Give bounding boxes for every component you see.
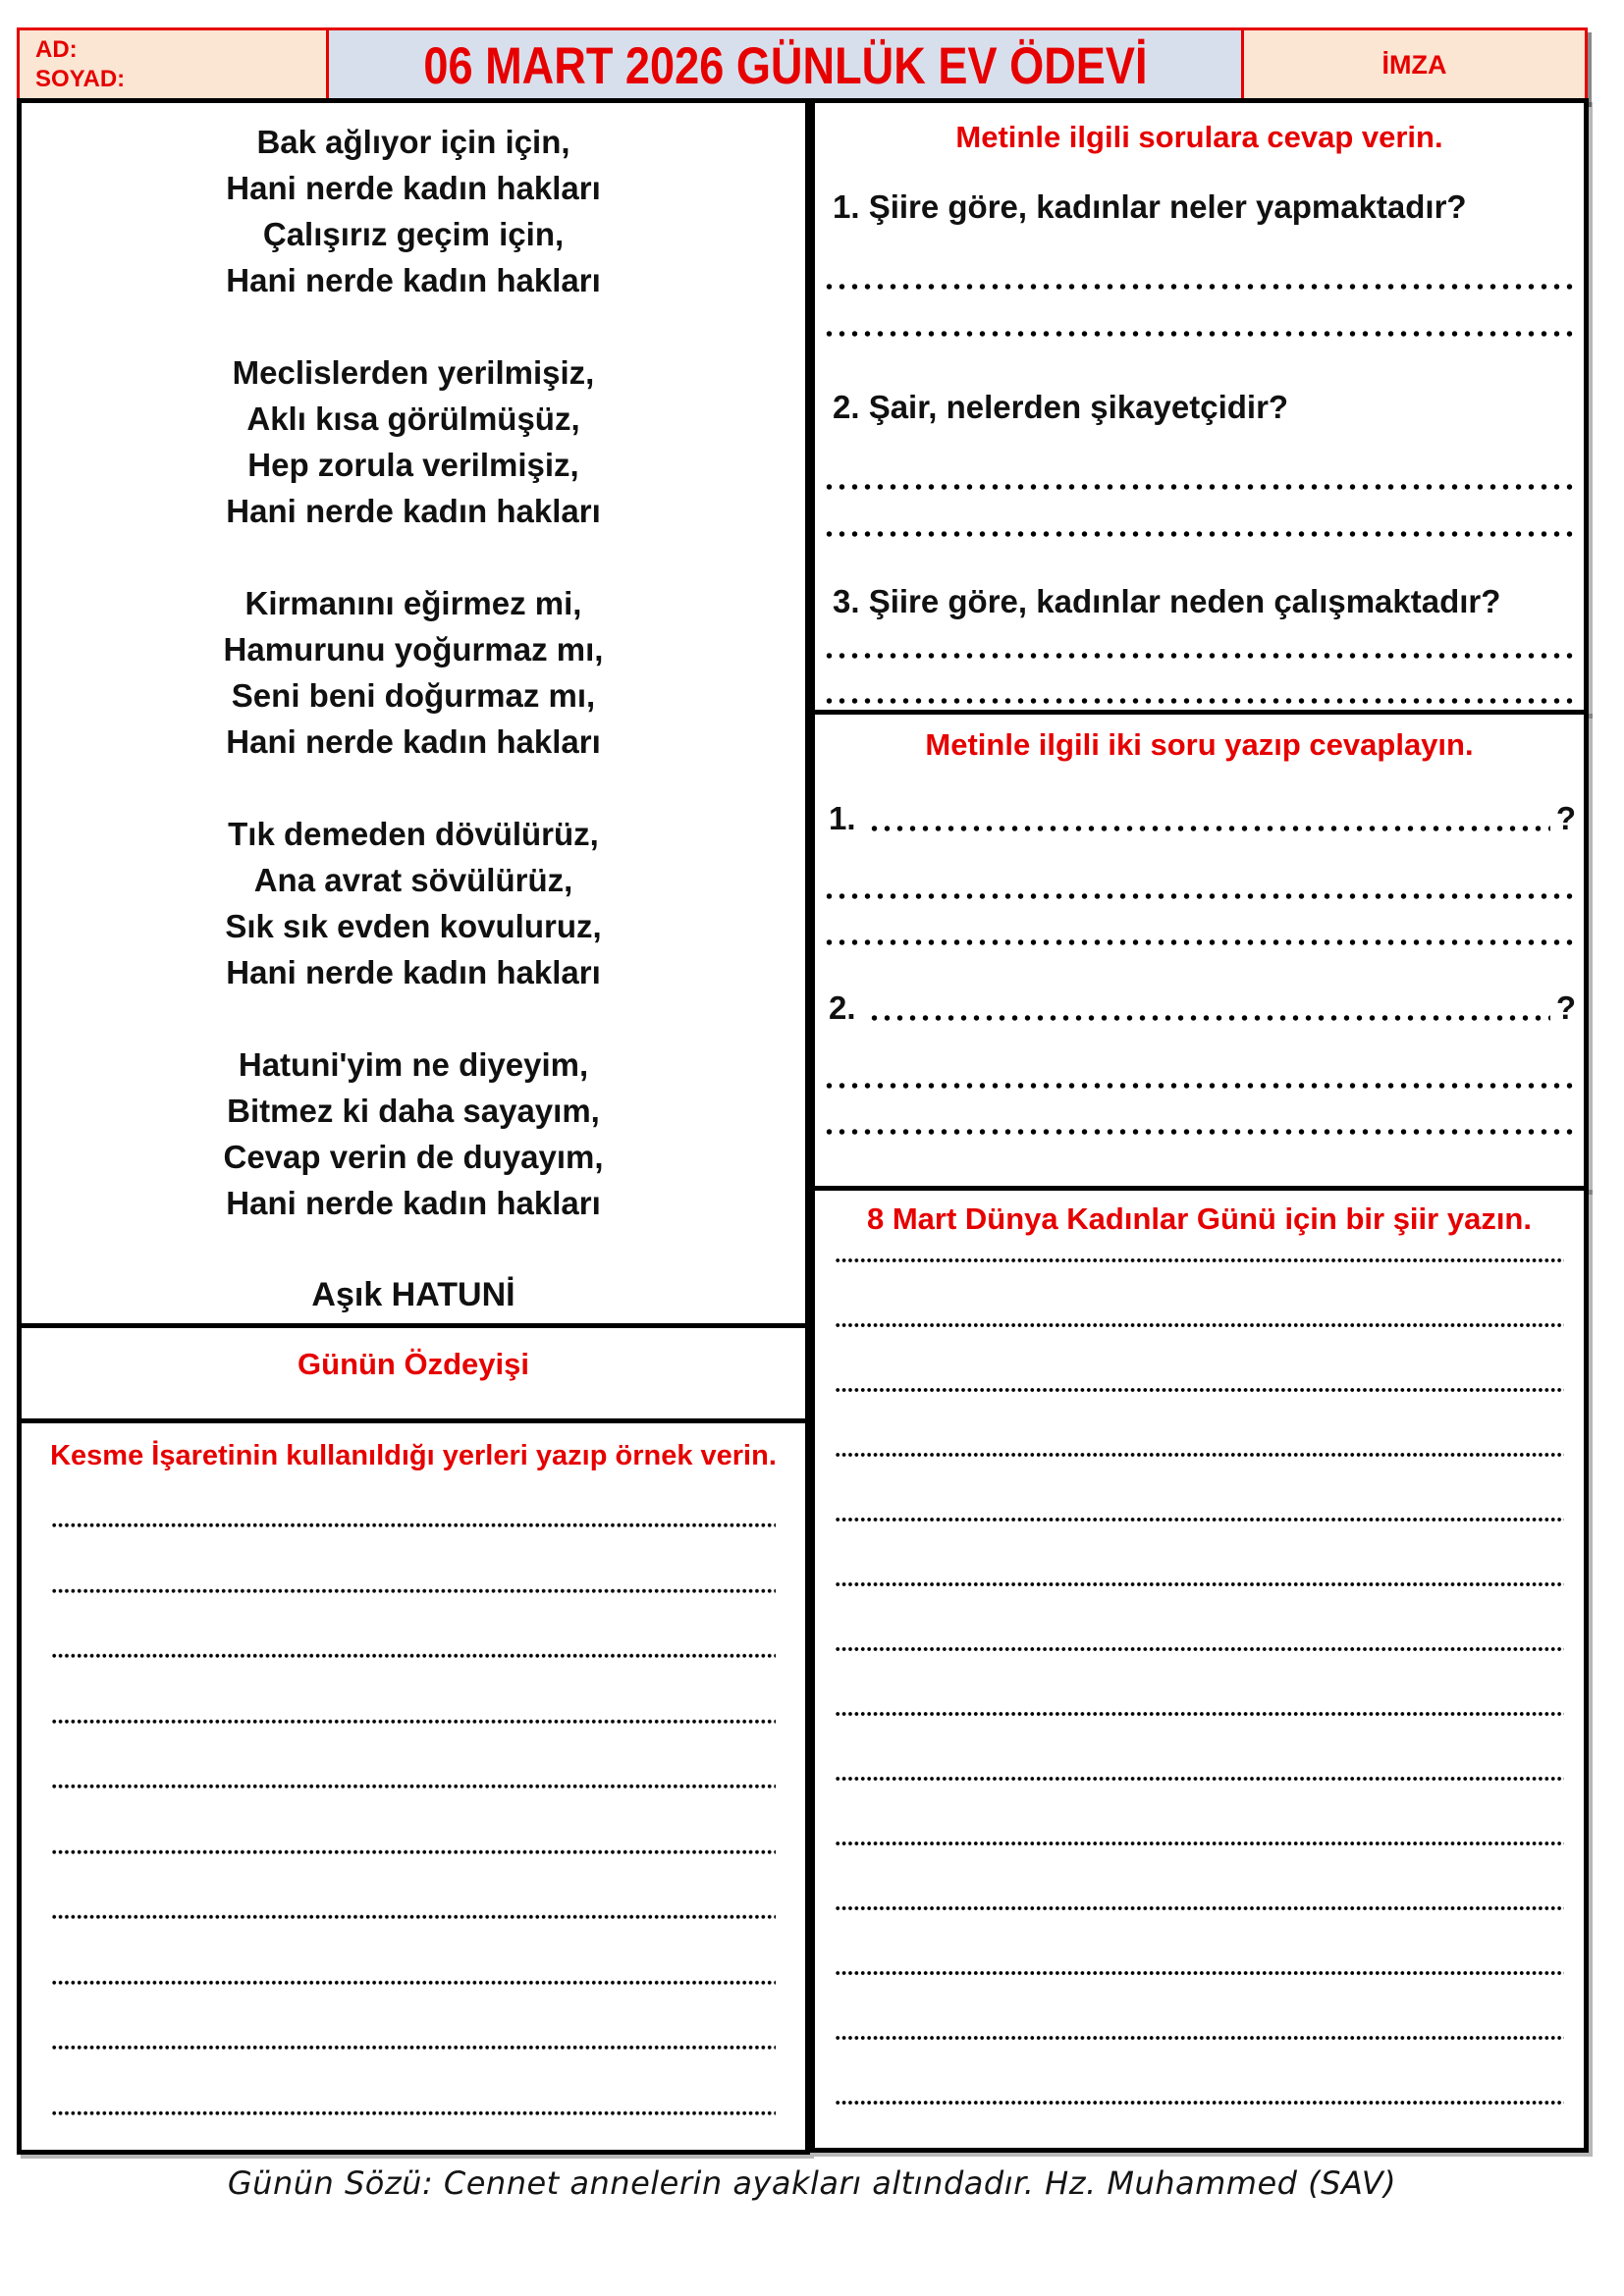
poem-line: Cevap verin de duyayım, (223, 1139, 604, 1175)
answer-line[interactable] (51, 1522, 776, 1528)
answer-line[interactable] (823, 1083, 1576, 1089)
answer-line[interactable] (835, 1970, 1564, 1976)
answer-line[interactable] (835, 1646, 1564, 1652)
question-write-line[interactable] (868, 1015, 1550, 1021)
poem-stanza (31, 580, 795, 765)
question-2: 2. Şair, nelerden şikayetçidir? (833, 389, 1289, 425)
answer-line[interactable] (835, 1322, 1564, 1328)
answer-line[interactable] (823, 531, 1576, 537)
answer-line[interactable] (835, 1257, 1564, 1263)
quote-of-day-box[interactable] (17, 1323, 810, 1423)
poem-stanza (31, 349, 795, 534)
answer-line[interactable] (823, 698, 1576, 704)
header-band (17, 27, 1588, 102)
signature-label: İMZA (1381, 49, 1447, 80)
poem-stanza (31, 811, 795, 995)
answer-line[interactable] (823, 893, 1576, 899)
poem-line: Sık sık evden kovuluruz, (225, 908, 602, 944)
right-column (810, 98, 1589, 2153)
question-2-answer-lines (823, 484, 1576, 537)
poem-line: Aklı kısa görülmüşüz, (246, 400, 580, 437)
answer-line[interactable] (835, 1581, 1564, 1587)
apostrophe-title: Kesme İşaretinin kullanıldığı yerleri yazıp örnek verin. (50, 1440, 777, 1471)
answer-line[interactable] (51, 1980, 776, 1986)
write-question-1-answer-lines (823, 893, 1576, 945)
question-3-answer-lines (823, 653, 1576, 704)
poem-text (31, 119, 795, 1226)
question-3: 3. Şiire göre, kadınlar neden çalışmaktadır? (833, 583, 1501, 619)
item-number: 2. (829, 989, 856, 1026)
answer-line[interactable] (51, 2045, 776, 2051)
poem-line: Hani nerde kadın hakları (226, 262, 601, 298)
question-1: 1. Şiire göre, kadınlar neler yapmaktadır? (833, 188, 1467, 225)
write-question-row-2[interactable] (823, 987, 1576, 1030)
poem-line: Kirmanını eğirmez mi, (244, 585, 582, 621)
poem-line: Seni beni doğurmaz mı, (231, 677, 596, 714)
signature-box[interactable] (1241, 27, 1588, 102)
answer-line[interactable] (51, 1719, 776, 1725)
answer-line[interactable] (823, 653, 1576, 659)
poem-line: Çalışırız geçim için, (262, 216, 565, 252)
apostrophe-lines (35, 1522, 791, 2115)
footer-quote: Günün Sözü: Cennet annelerin ayakları altındadır. Hz. Muhammed (SAV) (227, 2164, 1397, 2202)
answer-line[interactable] (51, 1914, 776, 1920)
write-questions-title: Metinle ilgili iki soru yazıp cevaplayın. (925, 727, 1474, 762)
poem-stanza (31, 1041, 795, 1226)
quote-of-day-writing-area[interactable] (31, 1383, 795, 1422)
poem-line: Hatuni'yim ne diyeyim, (238, 1046, 589, 1083)
answer-line[interactable] (51, 1653, 776, 1659)
question-1-answer-lines (823, 284, 1576, 337)
answer-line[interactable] (835, 1452, 1564, 1458)
item-number: 1. (829, 800, 856, 836)
answer-line[interactable] (835, 1387, 1564, 1393)
poem-line: Hep zorula verilmişiz, (247, 447, 579, 483)
answer-line[interactable] (823, 1129, 1576, 1135)
comprehension-box (810, 98, 1589, 715)
answer-line[interactable] (835, 1517, 1564, 1522)
answer-line[interactable] (51, 1784, 776, 1789)
poem-writing-title: 8 Mart Dünya Kadınlar Günü için bir şiir yazın. (867, 1201, 1532, 1236)
answer-line[interactable] (835, 2035, 1564, 2041)
quote-of-day-title: Günün Özdeyişi (298, 1347, 529, 1381)
worksheet-title (326, 27, 1244, 102)
comprehension-title: Metinle ilgili sorulara cevap verin. (955, 120, 1443, 154)
surname-label: SOYAD: (35, 66, 126, 92)
name-surname-box[interactable] (17, 27, 329, 102)
poem-writing-box (810, 1186, 1589, 2153)
poem-line: Hani nerde kadın hakları (226, 493, 601, 529)
answer-line[interactable] (835, 1905, 1564, 1911)
answer-line[interactable] (51, 2110, 776, 2116)
answer-line[interactable] (823, 939, 1576, 945)
poem-line: Hani nerde kadın hakları (226, 170, 601, 206)
apostrophe-box (17, 1418, 810, 2155)
poem-line: Meclislerden yerilmişiz, (232, 354, 595, 391)
answer-line[interactable] (835, 2100, 1564, 2106)
poem-line: Tık demeden dövülürüz, (228, 816, 599, 852)
answer-line[interactable] (835, 1776, 1564, 1782)
write-question-2-answer-lines (823, 1083, 1576, 1135)
answer-line[interactable] (51, 1849, 776, 1855)
question-write-line[interactable] (868, 826, 1550, 831)
name-label: AD: (35, 36, 78, 63)
poem-line: Bak ağlıyor için için, (256, 124, 570, 160)
question-mark: ? (1555, 989, 1576, 1026)
poem-line: Hani nerde kadın hakları (226, 723, 601, 760)
left-column (17, 98, 810, 2155)
poem-stanza (31, 119, 795, 303)
answer-line[interactable] (835, 1841, 1564, 1846)
poem-line: Ana avrat sövülürüz, (253, 862, 573, 898)
answer-line[interactable] (835, 1711, 1564, 1717)
answer-line[interactable] (823, 284, 1576, 290)
poem-box (17, 98, 810, 1328)
answer-line[interactable] (823, 484, 1576, 490)
worksheet-title-text: 06 MART 2026 GÜNLÜK EV ÖDEVİ (422, 35, 1148, 94)
write-question-row-1[interactable] (823, 797, 1576, 840)
poem-line: Hani nerde kadın hakları (226, 954, 601, 990)
poem-line: Bitmez ki daha sayayım, (227, 1093, 600, 1129)
answer-line[interactable] (51, 1588, 776, 1594)
poem-line: Hamurunu yoğurmaz mı, (223, 631, 604, 667)
answer-line[interactable] (823, 331, 1576, 337)
poem-line: Hani nerde kadın hakları (226, 1185, 601, 1221)
write-questions-box (810, 710, 1589, 1191)
poem-author: Aşık HATUNİ (311, 1276, 515, 1313)
question-mark: ? (1555, 800, 1576, 836)
poem-writing-lines (831, 1257, 1568, 2106)
